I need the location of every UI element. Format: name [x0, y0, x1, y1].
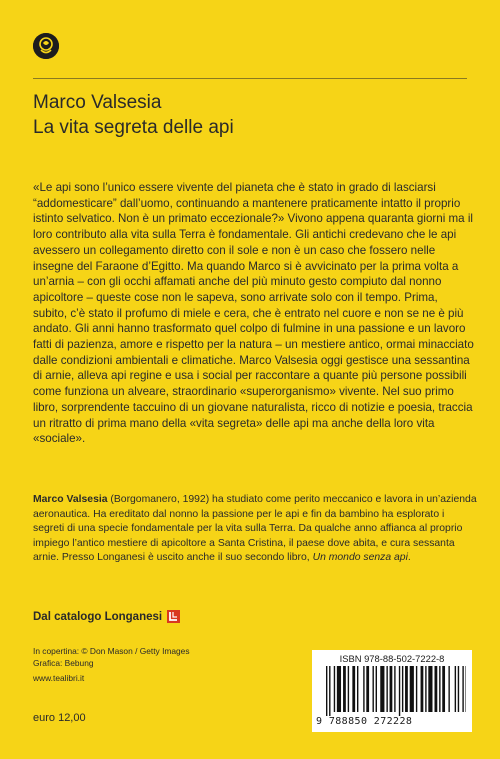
- bio-second-book: Un mondo senza api: [312, 552, 408, 564]
- barcode-bar: [386, 666, 387, 712]
- barcode-bar: [466, 666, 467, 712]
- barcode-bar: [357, 666, 358, 712]
- barcode-bar: [394, 666, 395, 712]
- book-author: Marco Valsesia: [33, 92, 162, 113]
- barcode-area: [312, 650, 472, 732]
- barcode-bar: [405, 666, 408, 712]
- publisher-website: www.tealibri.it: [33, 673, 85, 683]
- barcode-bar: [326, 666, 327, 716]
- barcode-bar: [363, 666, 364, 712]
- bio-end: .: [407, 552, 411, 564]
- barcode-bar: [448, 666, 449, 712]
- catalog-line: [33, 610, 180, 623]
- design-credit: Grafica: Bebung: [33, 657, 94, 668]
- barcode-bar: [462, 666, 463, 712]
- barcode-bar: [352, 666, 355, 712]
- barcode-bar: [390, 666, 393, 712]
- barcode-bar: [428, 666, 432, 712]
- barcode-bar: [373, 666, 374, 712]
- barcode-bar: [366, 666, 369, 712]
- cover-credits: [33, 646, 190, 669]
- barcode-bar: [348, 666, 349, 712]
- catalog-label: Dal catalogo Longanesi: [33, 610, 163, 623]
- barcode-bar: [402, 666, 403, 712]
- barcode-bar: [380, 666, 384, 712]
- barcode-bar: [416, 666, 417, 712]
- barcode-bar: [376, 666, 377, 712]
- barcode-bar: [399, 666, 400, 716]
- longanesi-logo-icon: [167, 610, 180, 623]
- bio-author-name: Marco Valsesia: [33, 494, 108, 505]
- publisher-logo-icon: [33, 33, 59, 59]
- barcode-bar: [425, 666, 426, 712]
- barcode-bar: [421, 666, 424, 712]
- barcode-bar: [410, 666, 414, 712]
- barcode-bar: [458, 666, 459, 712]
- barcode-bar: [329, 666, 330, 716]
- barcode-bar: [435, 666, 438, 712]
- barcode-bar: [343, 666, 346, 712]
- book-price: euro 12,00: [33, 712, 86, 724]
- barcode-bar: [455, 666, 456, 712]
- barcode-bars: [326, 666, 466, 716]
- cover-credit: In copertina: © Don Mason / Getty Images: [33, 646, 190, 656]
- book-blurb: «Le api sono l’unico essere vivente del pianeta che è stato in grado di lasciarsi “addomesticare” dall’uomo, continuando a mantenere praticamente intatto il proprio istinto selvatico. Non è un primato eccezionale?» Vivono appena quaranta giorni ma il loro contributo alla vita sulla Terra è fondamentale. Gli antichi credevano che le api avessero un collegamento diretto con il sole e non è un caso che fossero nelle insegne del Faraone d’Egitto. Ma quando Marco si è avvicinato per la prima volta a un’arnia – con gli occhi affamati anche del più minuto gesto compiuto dal nonno apicoltore – queste cose non le sapeva, sono arrivate solo con il tempo. Prima, subito, c’è stato il profumo di miele e cera, che è entrato nel cuore e non se ne è più andato. Gli anni hanno trasformato quel colpo di fulmine in una passione e un lavoro fatti di pazienza, amore e rispetto per la natura – un mestiere antico, ormai minacciato dalle condizioni ambientali e climatiche. Marco Valsesia oggi gestisce una sessantina di arnie, alleva api regine e usa i social per raccontare a quante più persone possibili come funziona un alveare, straordinario «superorganismo» vivente. Nel suo primo libro, sorprendente taccuino di un giovane naturalista, ricco di notizie e poesia, traccia un ritratto di prima mano della «vita segreta» delle api ma anche della loro vita «sociale».: [33, 181, 474, 446]
- bio-text: (Borgomanero, 1992) ha studiato come perito meccanico e lavora in un’azienda aeronautica. Ha ereditato dal nonno la passione per le api e fin da bambino ha esplorato i segreti di una specie fondamentale per la vita sulla Terra. Da qualche anno affianca al proprio impiego l’antico mestiere di apicoltore a Santa Cristina, il paese dove abita, e cura sessanta arnie. Presso Longanesi è uscito anche il suo secondo libro,: [33, 494, 477, 564]
- book-title: La vita segreta delle api: [33, 117, 234, 138]
- barcode-bar: [439, 666, 440, 712]
- barcode-digits: 9 788850 272228: [316, 716, 413, 727]
- barcode-bar: [337, 666, 341, 712]
- barcode-bar: [334, 666, 335, 712]
- barcode-bar: [442, 666, 445, 712]
- author-bio: [33, 493, 477, 566]
- isbn-label: ISBN 978-88-502-7222-8: [339, 653, 445, 664]
- header-divider: [33, 78, 467, 79]
